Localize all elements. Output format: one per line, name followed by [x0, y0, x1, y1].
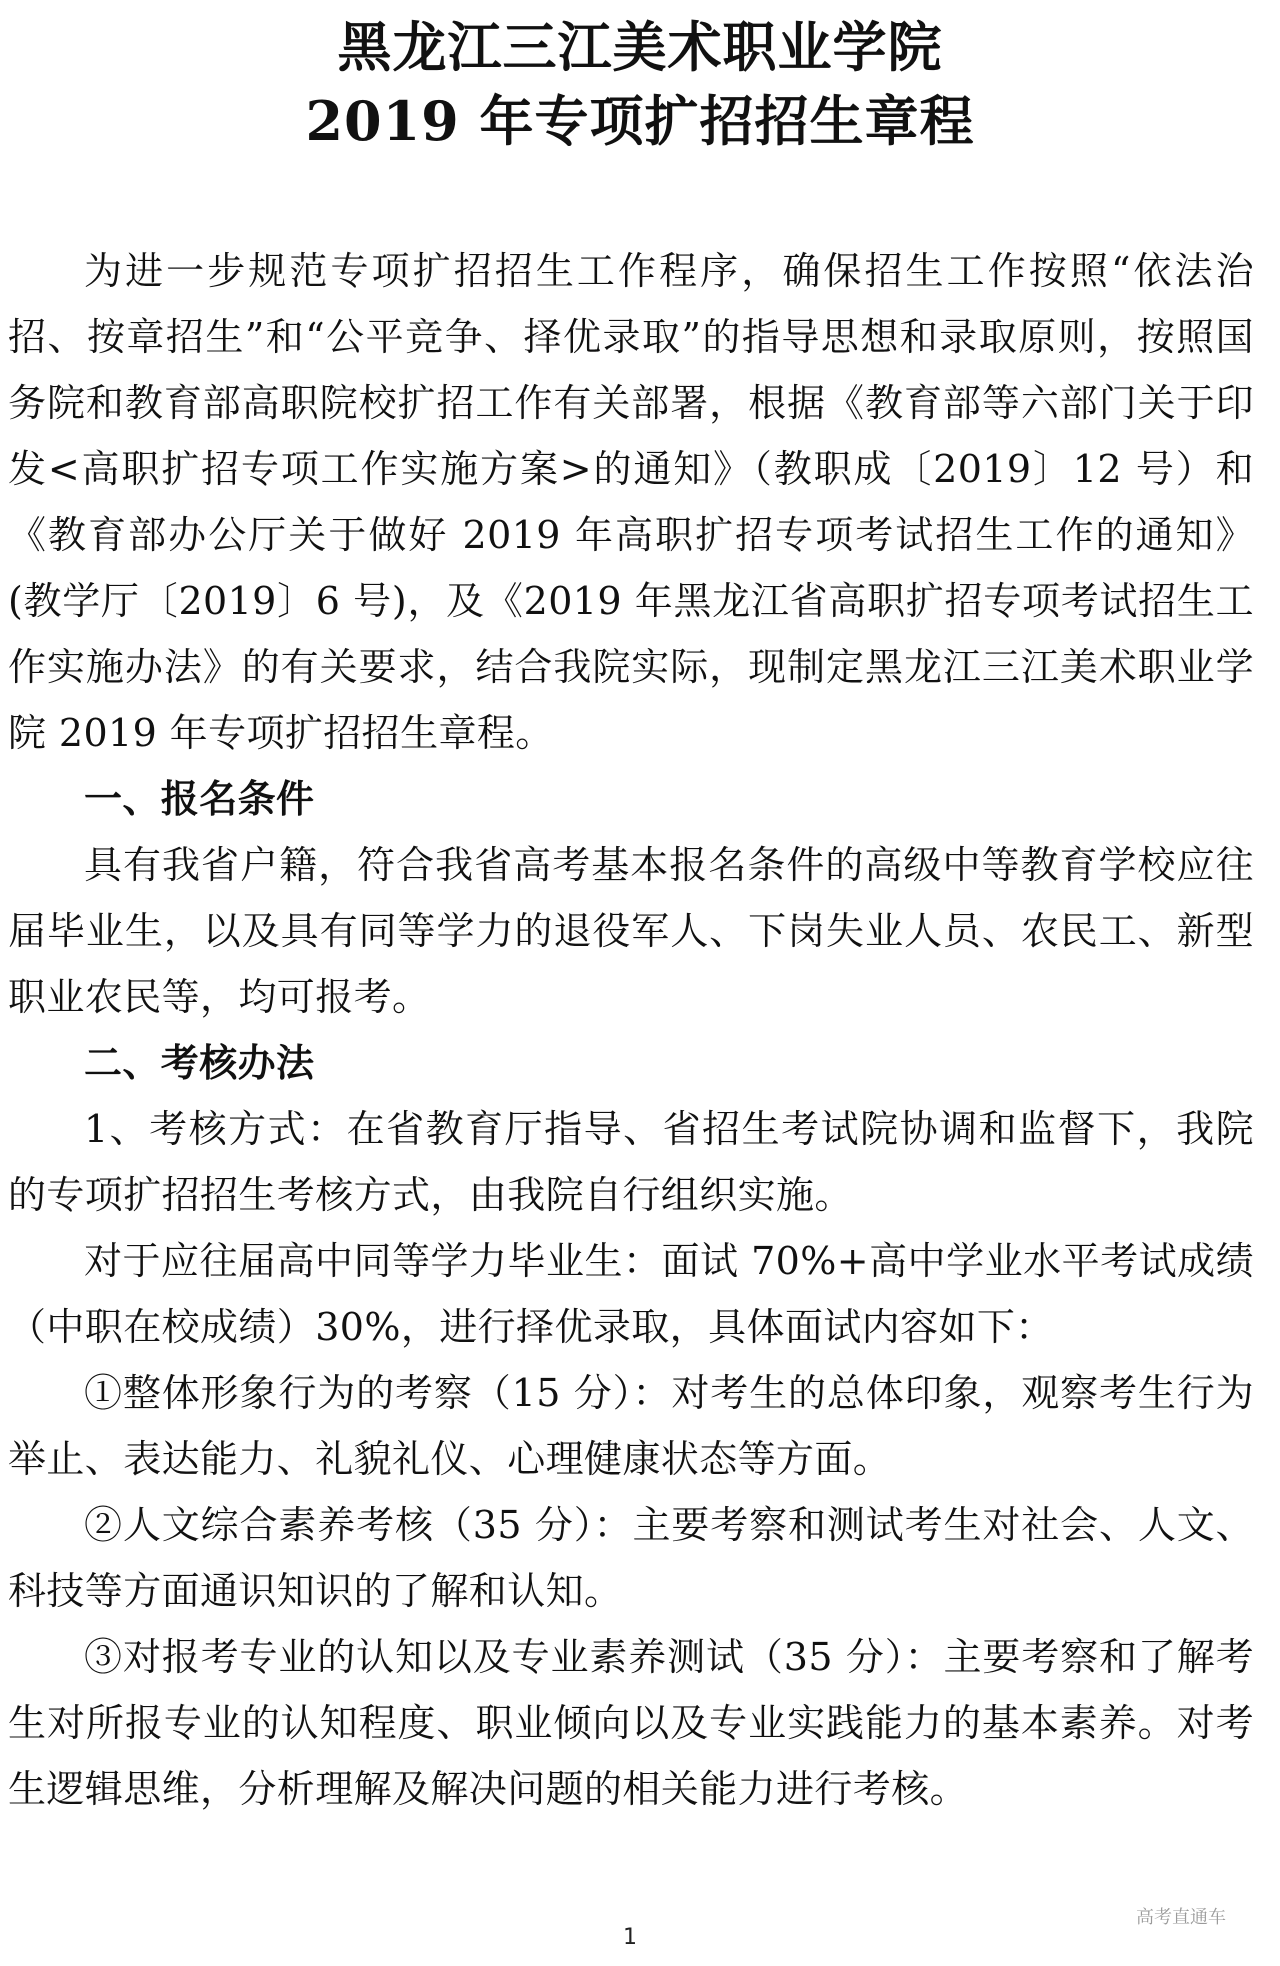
section-heading-assessment: 二、考核办法 [84, 1040, 315, 1085]
watermark: 高考直通车 [1136, 1907, 1226, 1928]
interview-item-3: ③对报考专业的认知以及专业素养测试（35 分）：主要考察和了解考生对所报专业的认知程度、职业倾向以及专业实践能力的基本素养。对考生逻辑思维，分析理解及解决问题的相关能力进行考核。 [8, 1635, 1254, 1811]
title-line-2: 2019 年专项扩招招生章程 [305, 89, 975, 153]
title-line-1: 黑龙江三江美术职业学院 [337, 15, 943, 79]
assessment-weighting-paragraph: 对于应往届高中同等学力毕业生：面试 70%+高中学业水平考试成绩（中职在校成绩）30%，进行择优录取，具体面试内容如下： [8, 1239, 1254, 1349]
intro-paragraph: 为进一步规范专项扩招招生工作程序，确保招生工作按照“依法治招、按章招生”和“公平竞争、择优录取”的指导思想和录取原则，按照国务院和教育部高职院校扩招工作有关部署，根据《教育部等六部门关于印发<高职扩招专项工作实施方案>的通知》（教职成〔2019〕12 号）和《教育部办公厅关于做好 2019 年高职扩招专项考试招生工作的通知》(教学厅〔2019〕6 号)，及《2019 年黑龙江省高职扩招专项考试招生工作实施办法》的有关要求，结合我院实际，现制定黑龙江三江美术职业学院 2019 年专项扩招招生章程。 [8, 249, 1254, 755]
page-number: 1 [623, 1925, 637, 1950]
document-body [8, 238, 1254, 1822]
registration-paragraph: 具有我省户籍，符合我省高考基本报名条件的高级中等教育学校应往届毕业生，以及具有同等学力的退役军人、下岗失业人员、农民工、新型职业农民等，均可报考。 [8, 843, 1254, 1019]
assessment-method-paragraph: 1、考核方式：在省教育厅指导、省招生考试院协调和监督下，我院的专项扩招招生考核方式，由我院自行组织实施。 [8, 1107, 1254, 1217]
interview-item-1: ①整体形象行为的考察（15 分）：对考生的总体印象，观察考生行为举止、表达能力、礼貌礼仪、心理健康状态等方面。 [8, 1371, 1254, 1481]
section-heading-registration: 一、报名条件 [84, 776, 315, 821]
document-title [0, 10, 1280, 158]
interview-item-2: ②人文综合素养考核（35 分）：主要考察和测试考生对社会、人文、科技等方面通识知识的了解和认知。 [8, 1503, 1254, 1613]
